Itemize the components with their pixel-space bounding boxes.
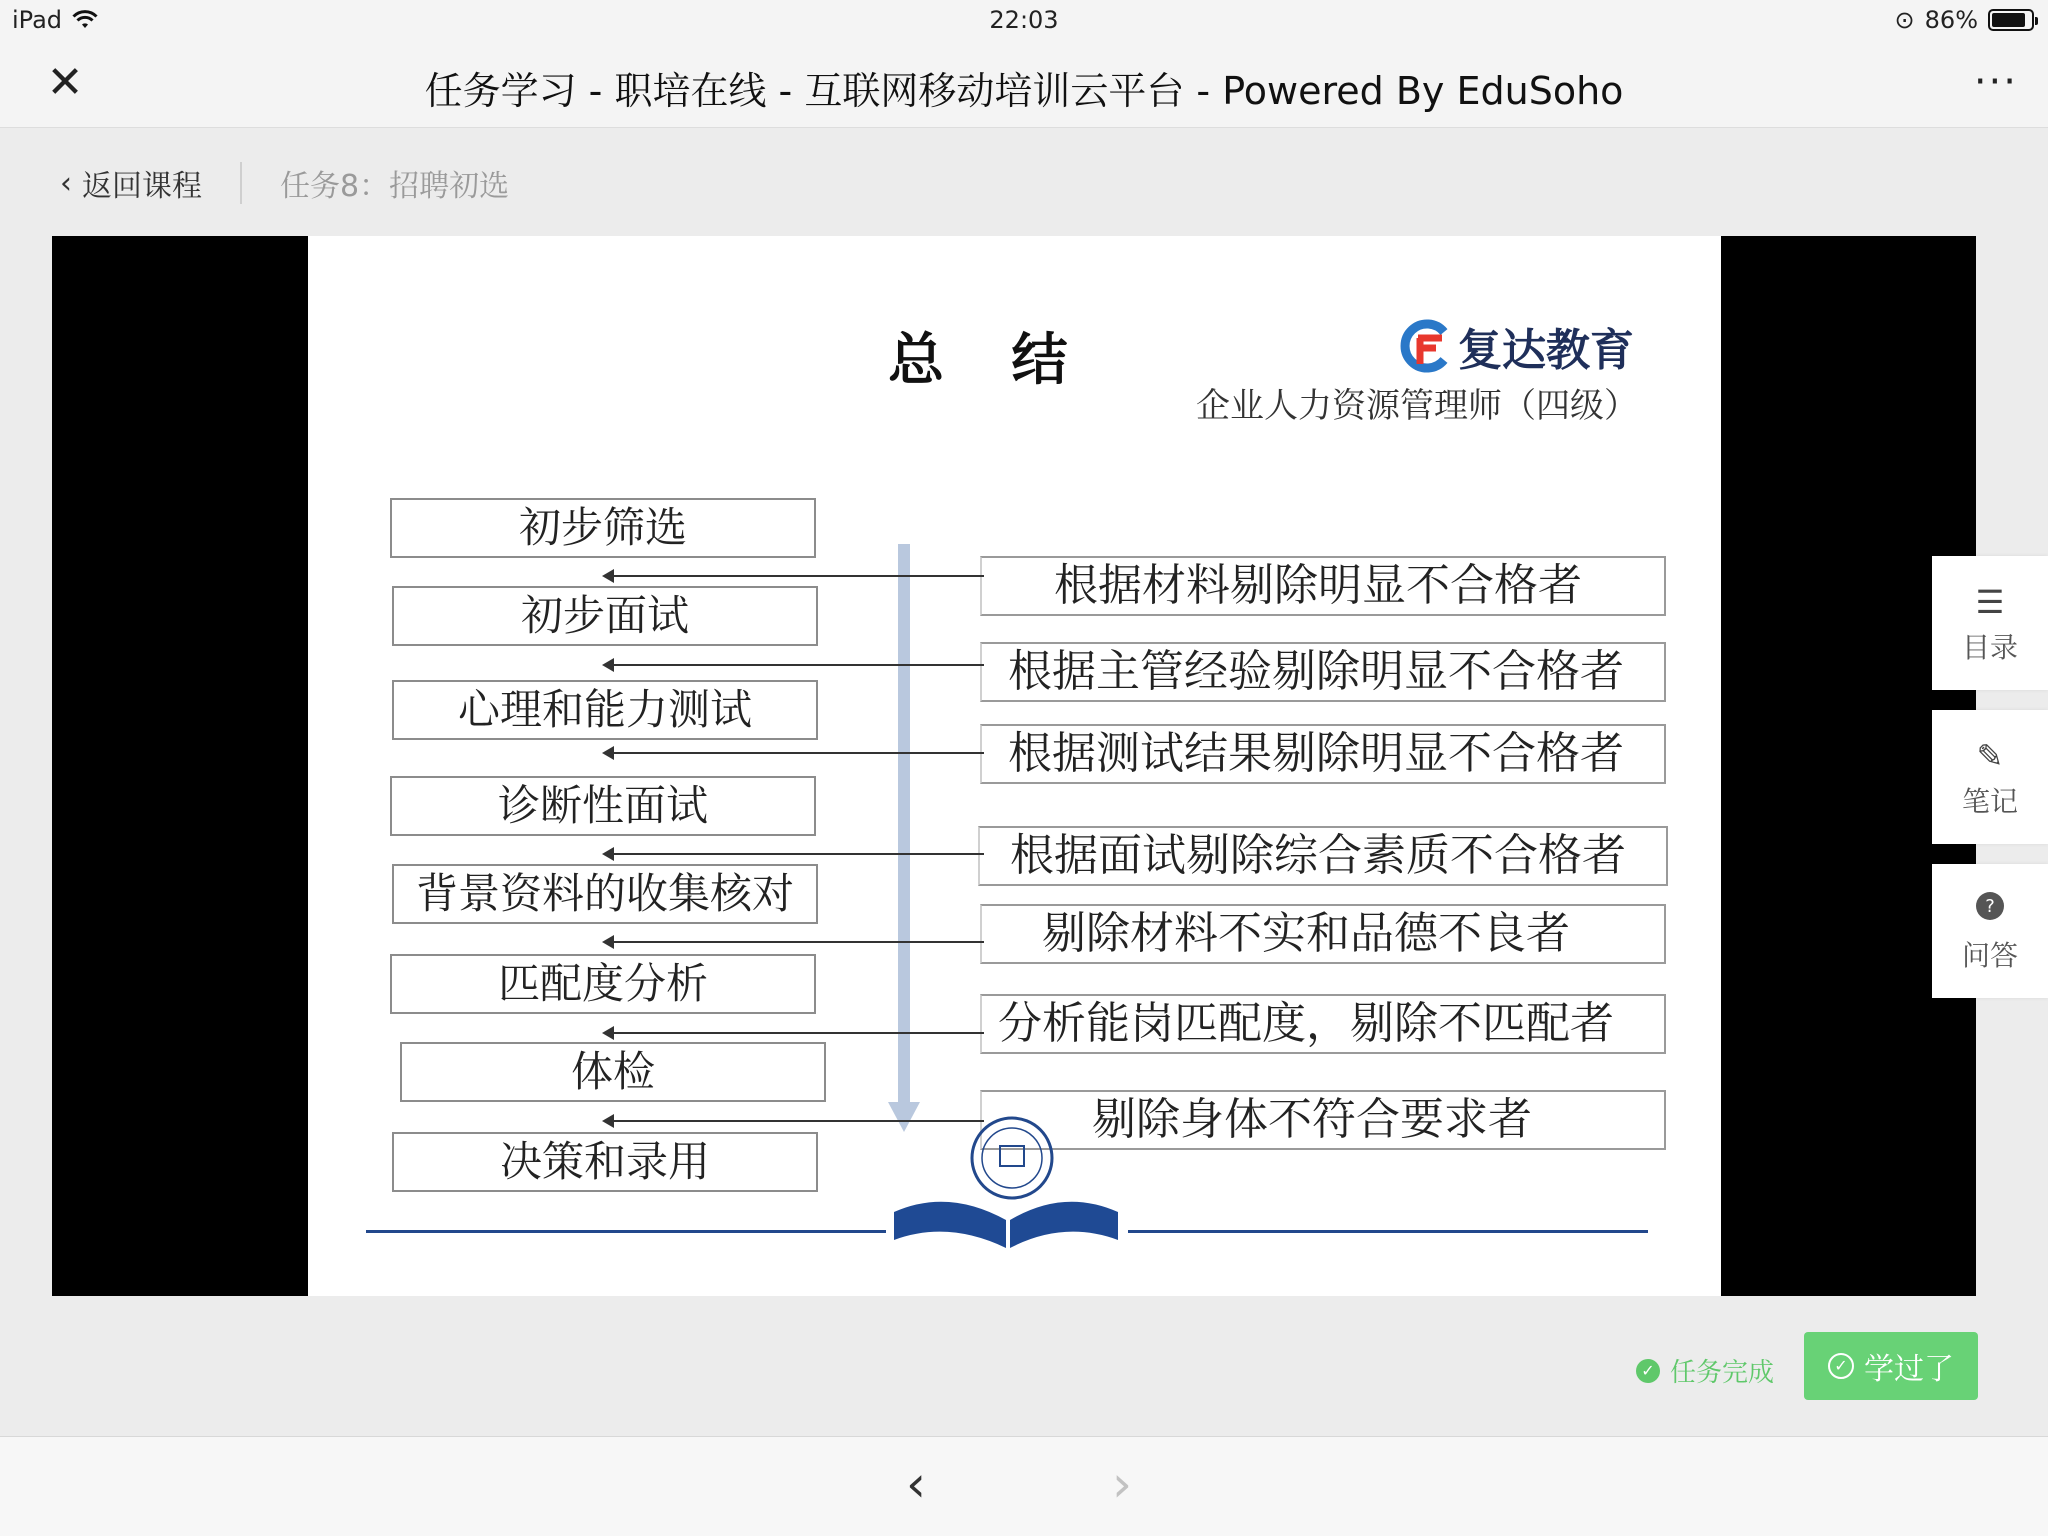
check-circle-icon: ✓ — [1828, 1353, 1854, 1379]
task-done-label: 任务完成 — [1670, 1358, 1775, 1388]
step-box: 初步面试 — [392, 586, 818, 646]
step-box: 体检 — [400, 1042, 826, 1102]
battery-percent: 86% — [1924, 6, 1978, 34]
chevron-right-icon[interactable]: › — [1112, 1455, 1132, 1513]
check-circle-icon: ✓ — [1636, 1359, 1660, 1383]
bottom-toolbar — [0, 1436, 2048, 1536]
qa-label: 问答 — [1961, 939, 2018, 972]
question-icon — [1932, 890, 2048, 930]
rule-box: 剔除身体不符合要求者 — [980, 1090, 1666, 1150]
slide-base-line — [366, 1230, 886, 1233]
step-box: 匹配度分析 — [390, 954, 816, 1014]
connector-arrow — [604, 575, 984, 577]
close-icon[interactable]: ✕ — [46, 57, 84, 108]
brand-subtitle: 企业人力资源管理师（四级） — [1196, 386, 1638, 426]
brand-name: 复达教育 — [1458, 325, 1634, 376]
rule-box: 分析能岗匹配度，剔除不匹配者 — [980, 994, 1666, 1054]
step-box: 决策和录用 — [392, 1132, 818, 1192]
connector-arrow — [604, 941, 984, 943]
more-icon[interactable]: ··· — [1973, 59, 2018, 105]
notes-button[interactable] — [1932, 710, 2048, 844]
back-to-course-button[interactable] — [60, 161, 202, 205]
catalog-button[interactable] — [1932, 556, 2048, 690]
battery-icon — [1988, 9, 2034, 31]
battery-fill — [1992, 13, 2025, 27]
question-circle — [1975, 891, 2005, 921]
nav-bar — [0, 40, 2048, 128]
rule-box: 根据测试结果剔除明显不合格者 — [980, 724, 1666, 784]
menu-icon: ☰ — [1975, 583, 2005, 621]
page-title: 任务学习 - 职培在线 - 互联网移动培训云平台 - Powered By EduSoho — [424, 69, 1624, 113]
brand-logo-icon — [1396, 318, 1452, 374]
learned-button[interactable] — [1804, 1332, 1978, 1400]
slide-title: 总 结 — [888, 328, 1092, 393]
slide-player[interactable] — [52, 236, 1976, 1296]
chevron-left-icon[interactable]: ‹ — [906, 1455, 926, 1513]
catalog-label: 目录 — [1961, 631, 2018, 664]
slide — [308, 236, 1721, 1296]
svg-text:?: ? — [1985, 896, 1995, 917]
task-done-status — [1636, 1352, 1774, 1389]
connector-arrow — [604, 752, 984, 754]
notes-label: 笔记 — [1961, 785, 2018, 818]
divider — [240, 162, 242, 204]
step-box: 诊断性面试 — [390, 776, 816, 836]
pencil-icon: ✎ — [1976, 737, 2004, 775]
device-name: iPad — [12, 6, 63, 34]
open-book-emblem-icon — [888, 1116, 1128, 1256]
connector-arrow — [604, 664, 984, 666]
status-right — [1895, 6, 2034, 34]
task-title: 任务8：招聘初选 — [280, 169, 510, 204]
flow-arrow-shaft — [898, 544, 910, 1104]
learned-label: 学过了 — [1864, 1352, 1954, 1387]
qa-button[interactable] — [1932, 864, 2048, 998]
brand — [1396, 314, 1634, 378]
breadcrumb — [0, 128, 2048, 238]
step-box: 背景资料的收集核对 — [392, 864, 818, 924]
orientation-lock-icon: ⊙ — [1894, 6, 1915, 34]
step-box: 初步筛选 — [390, 498, 816, 558]
step-box: 心理和能力测试 — [392, 680, 818, 740]
status-time: 22:03 — [989, 6, 1059, 34]
slide-base-line — [1128, 1230, 1648, 1233]
connector-arrow — [604, 853, 984, 855]
rule-box: 根据主管经验剔除明显不合格者 — [980, 642, 1666, 702]
rule-box: 根据面试剔除综合素质不合格者 — [978, 826, 1668, 886]
rule-box: 剔除材料不实和品德不良者 — [980, 904, 1666, 964]
chevron-left-icon: ‹ — [60, 165, 72, 201]
rule-box: 根据材料剔除明显不合格者 — [980, 556, 1666, 616]
status-bar — [0, 0, 2048, 40]
back-label: 返回课程 — [82, 169, 202, 204]
connector-arrow — [604, 1032, 984, 1034]
